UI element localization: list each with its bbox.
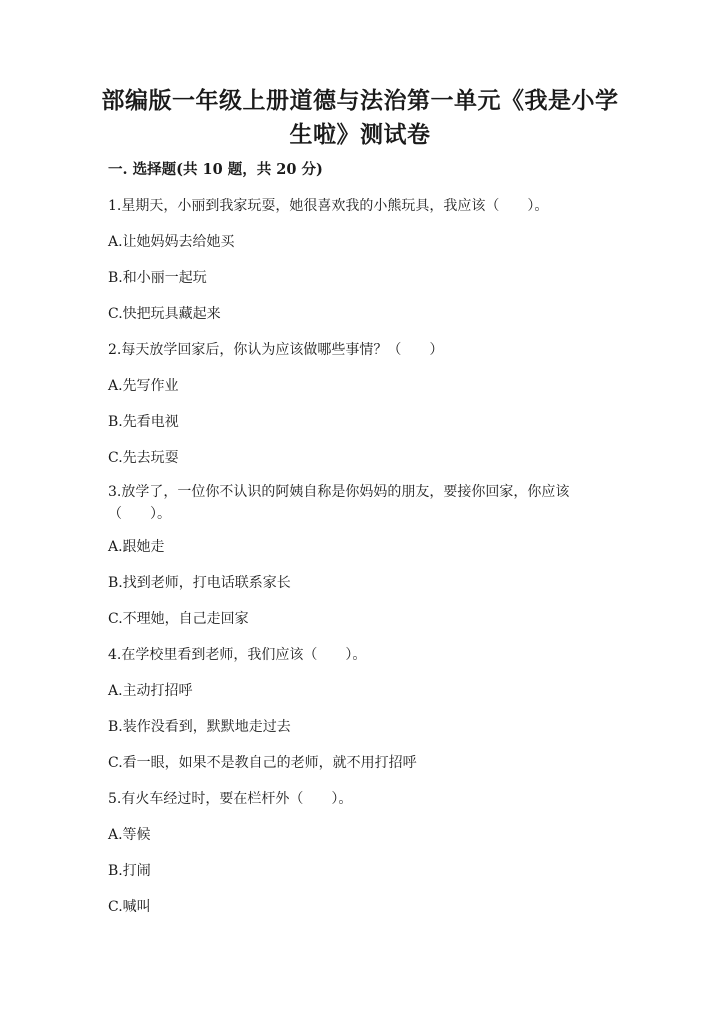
question-2-option-c: C.先去玩耍 <box>108 450 179 466</box>
question-4-option-c: C.看一眼，如果不是教自己的老师，就不用打招呼 <box>108 755 417 771</box>
question-3-option-a: A.跟她走 <box>108 539 165 555</box>
question-4-stem: 4.在学校里看到老师，我们应该（ ）。 <box>108 647 367 663</box>
question-3-option-b: B.找到老师，打电话联系家长 <box>108 575 291 591</box>
question-1-option-a: A.让她妈妈去给她买 <box>108 234 235 250</box>
question-1-option-b: B.和小丽一起玩 <box>108 270 207 286</box>
question-4-option-b: B.装作没看到，默默地走过去 <box>108 719 291 735</box>
question-4-option-a: A.主动打招呼 <box>108 683 193 699</box>
question-2-option-b: B.先看电视 <box>108 414 179 430</box>
page-title: 部编版一年级上册道德与法治第一单元《我是小学生啦》测试卷 <box>101 87 619 148</box>
question-2-stem: 2.每天放学回家后，你认为应该做哪些事情？（ ） <box>108 342 444 358</box>
question-2-option-a: A.先写作业 <box>108 378 179 394</box>
question-1-option-c: C.快把玩具藏起来 <box>108 306 221 322</box>
section-heading: 一. 选择题(共 10 题，共 20 分) <box>108 161 323 178</box>
question-1-stem: 1.星期天，小丽到我家玩耍，她很喜欢我的小熊玩具，我应该（ ）。 <box>108 198 549 214</box>
question-5-option-a: A.等候 <box>108 827 151 843</box>
question-3-stem: 3.放学了，一位你不认识的阿姨自称是你妈妈的朋友，要接你回家，你应该（ ）。 <box>108 484 570 522</box>
question-3-option-c: C.不理她，自己走回家 <box>108 611 249 627</box>
question-5-stem: 5.有火车经过时，要在栏杆外（ ）。 <box>108 791 353 807</box>
question-5-option-b: B.打闹 <box>108 863 151 879</box>
question-5-option-c: C.喊叫 <box>108 899 151 915</box>
